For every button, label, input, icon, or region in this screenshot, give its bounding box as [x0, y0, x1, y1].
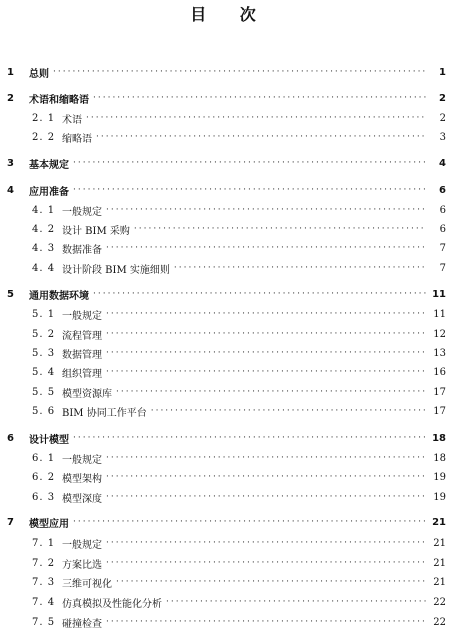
toc-entry-page: 17: [433, 405, 446, 417]
toc-entry-label: 设计阶段 BIM 实施细则: [62, 264, 170, 276]
toc-chapter-entry[interactable]: [0, 64, 460, 80]
toc-entry-number: 4. 4: [32, 262, 56, 274]
toc-entry-page: 6: [439, 184, 446, 196]
toc-entry-number: 2. 2: [32, 131, 56, 143]
toc-entry-number: 4: [7, 184, 14, 196]
toc-entry-page: 3: [439, 131, 446, 143]
toc-entry-label: 模型深度: [62, 493, 102, 505]
toc-leader-dots: [86, 113, 426, 123]
toc-section-entry[interactable]: [0, 345, 460, 361]
toc-entry-label: 模型架构: [62, 473, 102, 485]
toc-leader-dots: [106, 367, 426, 377]
toc-entry-page: 21: [432, 516, 446, 528]
toc-entry-page: 2: [439, 92, 446, 104]
toc-entry-label: 一般规定: [62, 206, 102, 218]
toc-section-entry[interactable]: [0, 129, 460, 145]
toc-entry-label: 缩略语: [62, 133, 92, 145]
toc-entry-page: 7: [439, 262, 446, 274]
toc-leader-dots: [106, 558, 426, 568]
toc-entry-label: 模型资源库: [62, 388, 112, 400]
toc-entry-number: 5. 6: [32, 405, 56, 417]
toc-entry-page: 22: [433, 616, 446, 628]
toc-entry-label: 仿真模拟及性能化分析: [62, 598, 162, 610]
toc-chapter-entry[interactable]: [0, 182, 460, 198]
toc-section-entry[interactable]: [0, 260, 460, 276]
toc-leader-dots: [73, 517, 426, 527]
toc-section-entry[interactable]: [0, 450, 460, 466]
toc-section-entry[interactable]: [0, 326, 460, 342]
toc-entry-page: 16: [433, 366, 446, 378]
toc-entry-number: 5: [7, 288, 14, 300]
toc-entry-label: 一般规定: [62, 310, 102, 322]
toc-entry-number: 7. 3: [32, 576, 56, 588]
toc-entry-label: 基本规定: [29, 159, 69, 171]
toc-leader-dots: [96, 132, 426, 142]
toc-entry-number: 4. 1: [32, 204, 56, 216]
toc-entry-page: 17: [433, 386, 446, 398]
toc-entry-page: 1: [439, 66, 446, 78]
toc-leader-dots: [106, 492, 426, 502]
toc-leader-dots: [116, 387, 426, 397]
toc-entry-label: 通用数据环境: [29, 290, 89, 302]
toc-entry-label: 方案比选: [62, 559, 102, 571]
toc-section-entry[interactable]: [0, 614, 460, 630]
toc-entry-label: 术语: [62, 114, 82, 126]
toc-entry-number: 2: [7, 92, 14, 104]
toc-chapter-entry[interactable]: [0, 155, 460, 171]
toc-chapter-entry[interactable]: [0, 90, 460, 106]
toc-section-entry[interactable]: [0, 594, 460, 610]
toc-entry-number: 3: [7, 157, 14, 169]
toc-entry-number: 7. 1: [32, 537, 56, 549]
toc-entry-label: BIM 协同工作平台: [62, 407, 147, 419]
toc-section-entry[interactable]: [0, 364, 460, 380]
toc-entry-page: 21: [433, 576, 446, 588]
toc-leader-dots: [106, 309, 426, 319]
toc-entry-number: 7: [7, 516, 14, 528]
toc-entry-number: 4. 2: [32, 223, 56, 235]
toc-section-entry[interactable]: [0, 403, 460, 419]
toc-chapter-entry[interactable]: [0, 514, 460, 530]
toc-section-entry[interactable]: [0, 469, 460, 485]
toc-entry-page: 12: [433, 328, 446, 340]
toc-chapter-entry[interactable]: [0, 286, 460, 302]
toc-section-entry[interactable]: [0, 555, 460, 571]
toc-entry-label: 模型应用: [29, 518, 69, 530]
toc-leader-dots: [174, 263, 426, 273]
toc-entry-label: 总则: [29, 68, 49, 80]
toc-entry-label: 一般规定: [62, 539, 102, 551]
toc-entry-number: 1: [7, 66, 14, 78]
toc-entry-page: 13: [433, 347, 446, 359]
toc-section-entry[interactable]: [0, 384, 460, 400]
toc-entry-number: 7. 5: [32, 616, 56, 628]
toc-entry-page: 11: [432, 288, 446, 300]
toc-leader-dots: [106, 453, 426, 463]
toc-leader-dots: [73, 433, 426, 443]
toc-entry-number: 4. 3: [32, 242, 56, 254]
toc-entry-page: 21: [433, 537, 446, 549]
toc-entry-label: 碰撞检查: [62, 618, 102, 630]
toc-entry-page: 11: [433, 308, 446, 320]
toc-section-entry[interactable]: [0, 221, 460, 237]
toc-leader-dots: [116, 577, 426, 587]
toc-entry-page: 19: [433, 491, 446, 503]
toc-section-entry[interactable]: [0, 202, 460, 218]
toc-leader-dots: [134, 224, 426, 234]
toc-entry-number: 5. 5: [32, 386, 56, 398]
toc-entry-label: 一般规定: [62, 454, 102, 466]
toc-entry-number: 5. 4: [32, 366, 56, 378]
toc-leader-dots: [106, 617, 426, 627]
toc-entry-page: 19: [433, 471, 446, 483]
toc-section-entry[interactable]: [0, 489, 460, 505]
toc-entry-number: 6: [7, 432, 14, 444]
toc-entry-page: 18: [433, 452, 446, 464]
toc-entry-number: 6. 2: [32, 471, 56, 483]
toc-entry-number: 6. 3: [32, 491, 56, 503]
toc-entry-label: 组织管理: [62, 368, 102, 380]
toc-leader-dots: [93, 289, 426, 299]
toc-leader-dots: [73, 185, 426, 195]
toc-entry-number: 6. 1: [32, 452, 56, 464]
toc-leader-dots: [106, 538, 426, 548]
toc-section-entry[interactable]: [0, 240, 460, 256]
toc-entry-label: 数据管理: [62, 349, 102, 361]
toc-leader-dots: [106, 348, 426, 358]
toc-leader-dots: [106, 329, 426, 339]
toc-entry-label: 应用准备: [29, 186, 69, 198]
toc-leader-dots: [166, 597, 426, 607]
toc-entry-number: 5. 3: [32, 347, 56, 359]
toc-section-entry[interactable]: [0, 574, 460, 590]
toc-entry-page: 2: [439, 112, 446, 124]
toc-entry-label: 术语和缩略语: [29, 94, 89, 106]
toc-section-entry[interactable]: [0, 110, 460, 126]
toc-entry-page: 6: [439, 204, 446, 216]
toc-entry-label: 设计模型: [29, 434, 69, 446]
toc-entry-number: 2. 1: [32, 112, 56, 124]
toc-entry-label: 设计 BIM 采购: [62, 225, 130, 237]
toc-entry-label: 流程管理: [62, 330, 102, 342]
toc-entry-number: 7. 2: [32, 557, 56, 569]
toc-leader-dots: [106, 243, 426, 253]
toc-entry-number: 5. 1: [32, 308, 56, 320]
toc-entry-number: 5. 2: [32, 328, 56, 340]
page-title: 目 次: [190, 5, 270, 24]
toc-leader-dots: [106, 205, 426, 215]
toc-entry-page: 21: [433, 557, 446, 569]
toc-entry-page: 18: [432, 432, 446, 444]
toc-leader-dots: [106, 472, 426, 482]
toc-entry-page: 4: [439, 157, 446, 169]
toc-entry-page: 6: [439, 223, 446, 235]
toc-section-entry[interactable]: [0, 535, 460, 551]
toc-entry-label: 三维可视化: [62, 578, 112, 590]
toc-leader-dots: [93, 93, 426, 103]
toc-section-entry[interactable]: [0, 306, 460, 322]
toc-chapter-entry[interactable]: [0, 430, 460, 446]
toc-entry-page: 7: [439, 242, 446, 254]
toc-entry-label: 数据准备: [62, 244, 102, 256]
toc-entry-page: 22: [433, 596, 446, 608]
toc-leader-dots: [73, 158, 426, 168]
toc-leader-dots: [151, 406, 426, 416]
toc-leader-dots: [53, 67, 426, 77]
toc-entry-number: 7. 4: [32, 596, 56, 608]
